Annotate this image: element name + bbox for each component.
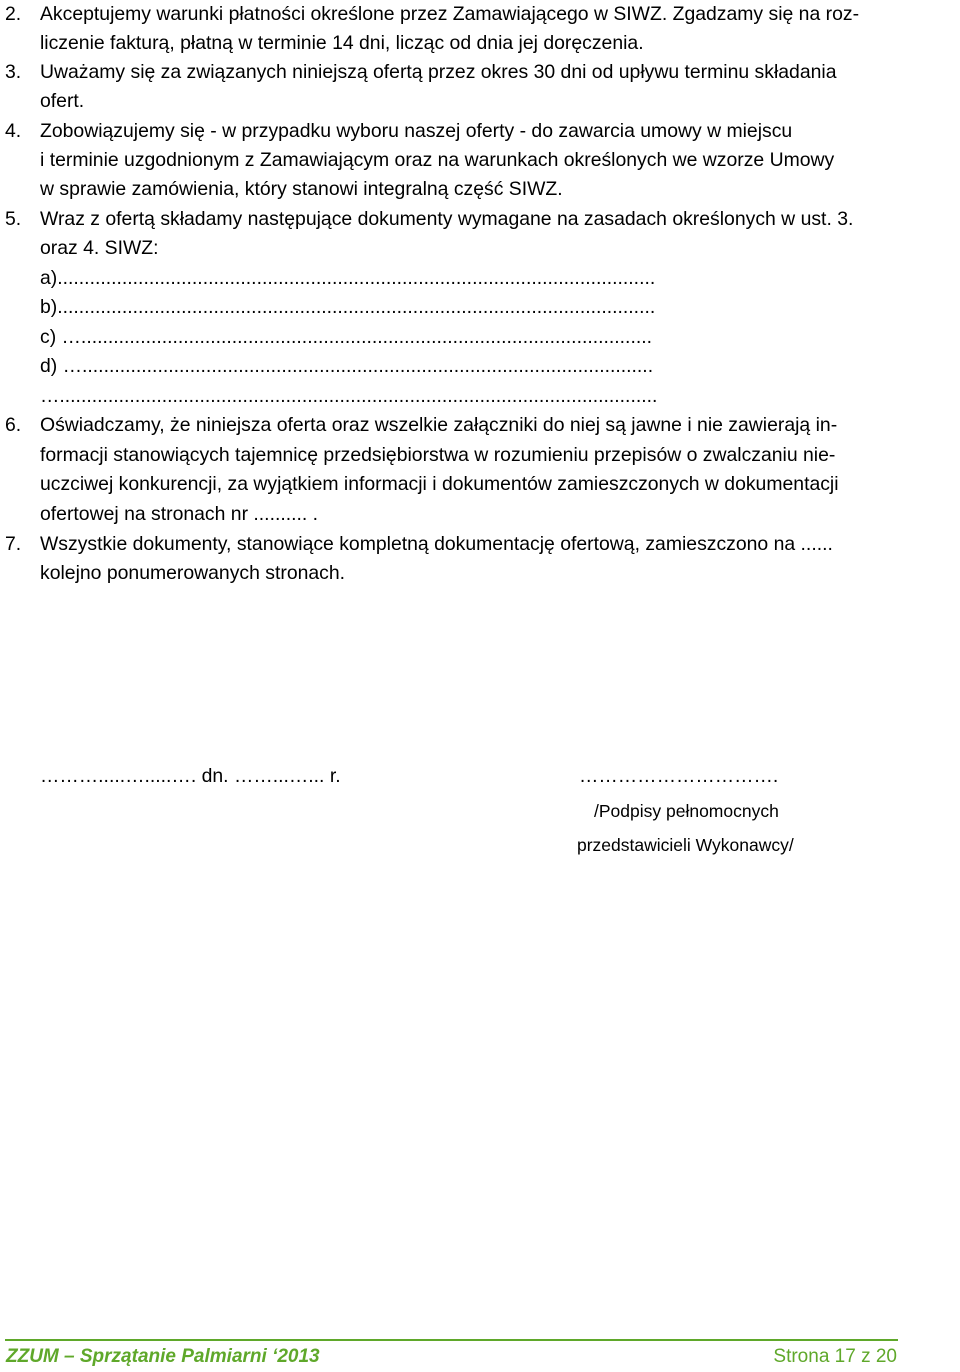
item-number: 3. bbox=[5, 61, 22, 83]
item-text-line: Akceptujemy warunki płatności określone przez Zamawiającego w SIWZ. Zgadzamy się na roz- bbox=[40, 3, 860, 25]
item-text-line: liczenie fakturą, płatną w terminie 14 dni, licząc od dnia jej doręczenia. bbox=[40, 32, 644, 54]
item-text-line: kolejno ponumerowanych stronach. bbox=[40, 562, 346, 584]
doc-list-item: …............................................................................................................... bbox=[40, 385, 658, 407]
signature-caption: przedstawicieli Wykonawcy/ bbox=[577, 835, 794, 855]
item-text-line: w sprawie zamówienia, który stanowi integralną część SIWZ. bbox=[40, 178, 563, 200]
item-text-line: Wraz z ofertą składamy następujące dokumenty wymagane na zasadach określonych w ust. 3. bbox=[40, 208, 854, 230]
item-text-line: uczciwej konkurencji, za wyjątkiem informacji i dokumentów zamieszczonych w dokumentacji bbox=[40, 473, 839, 495]
footer-rule bbox=[5, 1339, 898, 1341]
signature-caption: /Podpisy pełnomocnych bbox=[594, 801, 779, 821]
item-text-line: Wszystkie dokumenty, stanowiące kompletną dokumentację ofertową, zamieszczono na ...... bbox=[40, 533, 833, 555]
item-text-line: i terminie uzgodnionym z Zamawiającym oraz na warunkach określonych we wzorze Umowy bbox=[40, 149, 835, 171]
item-number: 5. bbox=[5, 208, 22, 230]
item-number: 6. bbox=[5, 414, 22, 436]
footer-title: ZZUM – Sprzątanie Palmiarni ‘2013 bbox=[6, 1346, 320, 1367]
item-text-line: Uważamy się za związanych niniejszą ofertą przez okres 30 dni od upływu terminu składania bbox=[40, 61, 837, 83]
doc-list-item: c) ….......................................................................................................... bbox=[40, 326, 652, 348]
item-number: 4. bbox=[5, 120, 22, 142]
place-date-line: ……….....….....…. dn. ……...…... r. bbox=[40, 765, 341, 787]
item-text-line: Oświadczamy, że niniejsza oferta oraz wszelkie załączniki do niej są jawne i nie zawierają in- bbox=[40, 414, 838, 436]
item-number: 7. bbox=[5, 533, 22, 555]
item-text-line: Zobowiązujemy się - w przypadku wyboru naszej oferty - do zawarcia umowy w miejscu bbox=[40, 120, 793, 142]
item-text-line: oraz 4. SIWZ: bbox=[40, 237, 159, 259]
item-text-line: ofertowej na stronach nr .......... . bbox=[40, 503, 319, 525]
doc-list-item: d) ….......................................................................................................... bbox=[40, 355, 654, 377]
item-number: 2. bbox=[5, 3, 22, 25]
page-number: Strona 17 z 20 bbox=[773, 1346, 897, 1367]
doc-list-item: b)............................................................................................................... bbox=[40, 296, 656, 318]
doc-list-item: a)............................................................................................................... bbox=[40, 267, 656, 289]
item-text-line: ofert. bbox=[40, 90, 85, 112]
signature-line: …………………………. bbox=[579, 765, 779, 787]
item-text-line: formacji stanowiących tajemnicę przedsiębiorstwa w rozumieniu przepisów o zwalczaniu nie- bbox=[40, 444, 836, 466]
